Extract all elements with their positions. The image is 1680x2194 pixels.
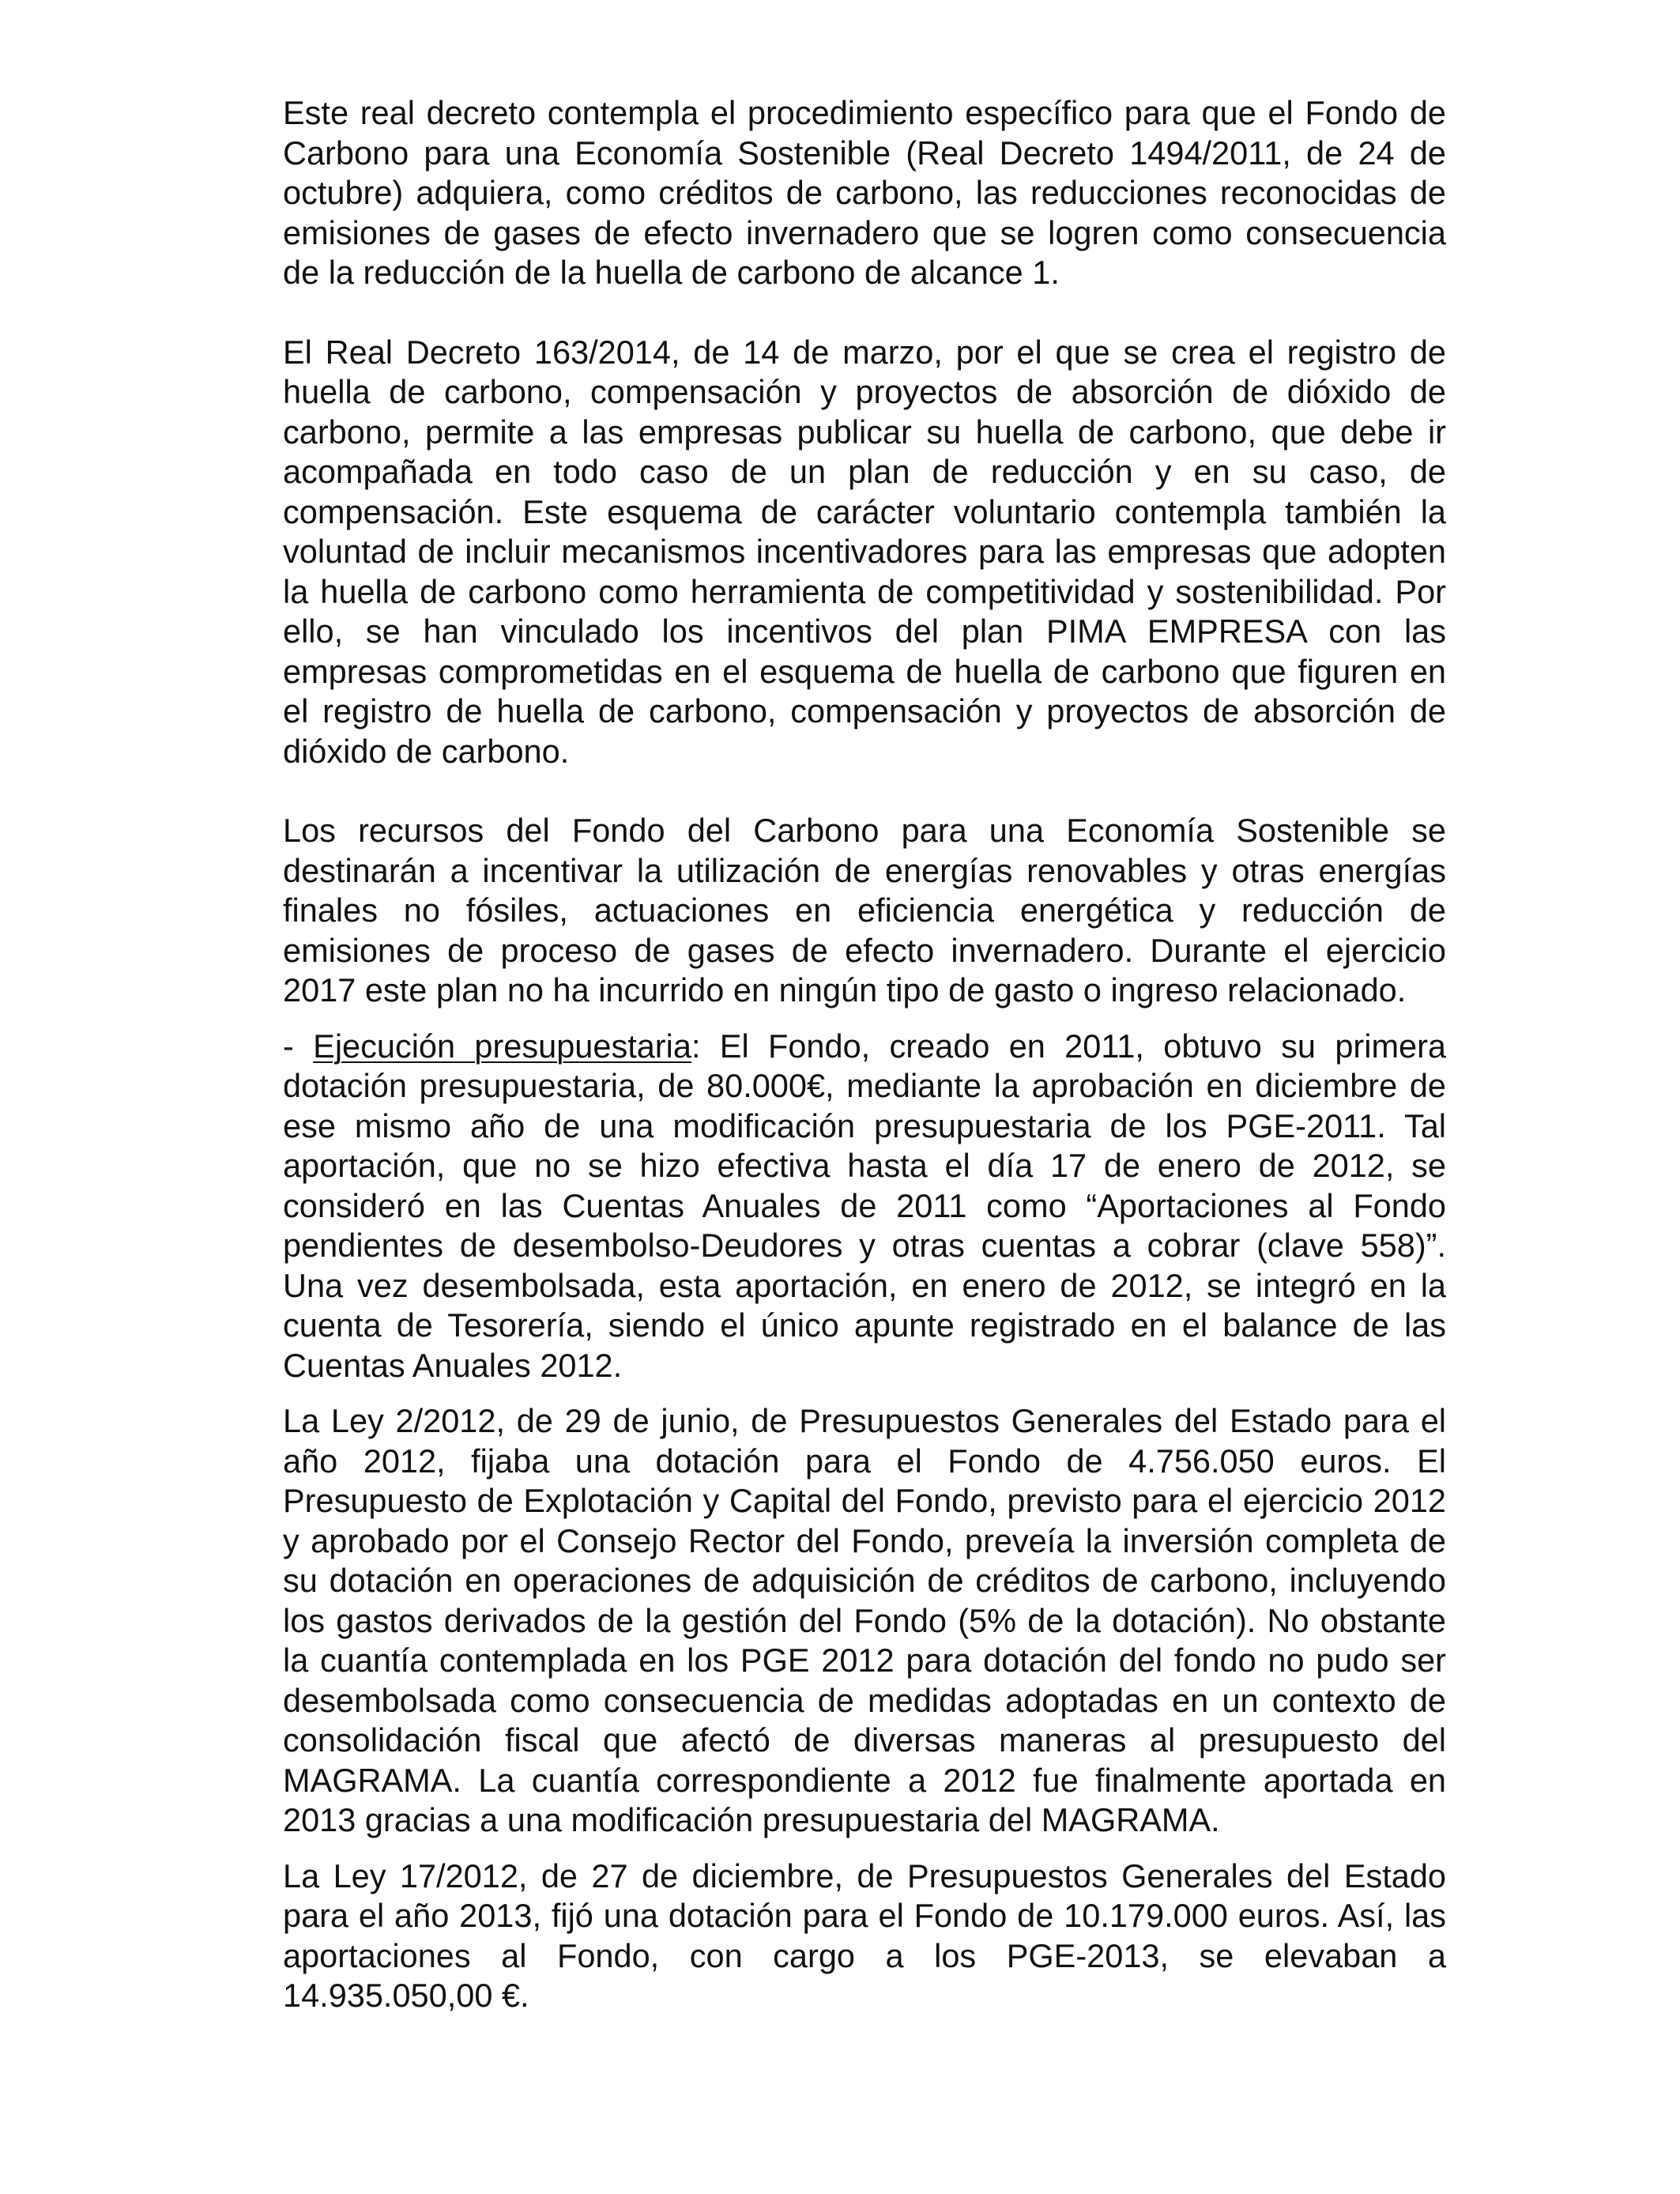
paragraph-real-decreto-163-2014: El Real Decreto 163/2014, de 14 de marzo, por el que se crea el registro de huella de carbono, compensación y proyectos de absorción de dióxido de carbono, permite a las empresas publicar su huella de carbono, que debe ir acompañada en todo caso de un plan de reducción y en su caso, de compensación. Este esquema de carácter voluntario contempla también la voluntad de incluir mecanismos incentivadores para las empresas que adopten la huella de carbono como herramienta de competitividad y sostenibilidad. Por ello, se han vinculado los incentivos del plan PIMA EMPRESA con las empresas comprometidas en el esquema de huella de carbono que figuren en el registro de huella de carbono, compensación y proyectos de absorción de dióxido de carbono. xyxy=(283,333,1446,770)
paragraph-ley-17-2012: La Ley 17/2012, de 27 de diciembre, de Presupuestos Generales del Estado para el año 2013, fijó una dotación para el Fondo de 10.179.000 euros. Así, las aportaciones al Fondo, con cargo a los PGE-2013, se elevaban a 14.935.050,00 €. xyxy=(283,1857,1446,2014)
section-heading-ejecucion-presupuestaria: Ejecución presupuestaria xyxy=(313,1027,691,1065)
paragraph-fondo-carbono-decreto: Este real decreto contempla el procedimiento específico para que el Fondo de Carbono para una Economía Sostenible (Real Decreto 1494/2011, de 24 de octubre) adquiera, como créditos de carbono, las reducciones reconocidas de emisiones de gases de efecto invernadero que se logren como consecuencia de la reducción de la huella de carbono de alcance 1. xyxy=(283,94,1446,291)
paragraph-recursos-fondo: Los recursos del Fondo del Carbono para una Economía Sostenible se destinarán a incentivar la utilización de energías renovables y otras energías finales no fósiles, actuaciones en eficiencia energética y reducción de emisiones de proceso de gases de efecto invernadero. Durante el ejercicio 2017 este plan no ha incurrido en ningún tipo de gasto o ingreso relacionado. xyxy=(283,812,1446,1008)
document-body xyxy=(283,93,1446,2016)
paragraph-ejecucion-presupuestaria xyxy=(283,1027,1446,1386)
ejecucion-presupuestaria-text: : El Fondo, creado en 2011, obtuvo su primera dotación presupuestaria, de 80.000€, mediante la aprobación en diciembre de ese mismo año de una modificación presupuestaria de los PGE-2011. Tal aportación, que no se hizo efectiva hasta el día 17 de enero de 2012, se consideró en las Cuentas Anuales de 2011 como “Aportaciones al Fondo pendientes de desembolso-Deudores y otras cuentas a cobrar (clave 558)”. Una vez desembolsada, esta aportación, en enero de 2012, se integró en la cuenta de Tesorería, siendo el único apunte registrado en el balance de las Cuentas Anuales 2012. xyxy=(283,1027,1446,1384)
list-dash: - xyxy=(283,1027,314,1065)
paragraph-ley-2-2012: La Ley 2/2012, de 29 de junio, de Presupuestos Generales del Estado para el año 2012, fijaba una dotación para el Fondo de 4.756.050 euros. El Presupuesto de Explotación y Capital del Fondo, previsto para el ejercicio 2012 y aprobado por el Consejo Rector del Fondo, preveía la inversión completa de su dotación en operaciones de adquisición de créditos de carbono, incluyendo los gastos derivados de la gestión del Fondo (5% de la dotación). No obstante la cuantía contemplada en los PGE 2012 para dotación del fondo no pudo ser desembolsada como consecuencia de medidas adoptadas en un contexto de consolidación fiscal que afectó de diversas maneras al presupuesto del MAGRAMA. La cuantía correspondiente a 2012 fue finalmente aportada en 2013 gracias a una modificación presupuestaria del MAGRAMA. xyxy=(283,1402,1446,1838)
